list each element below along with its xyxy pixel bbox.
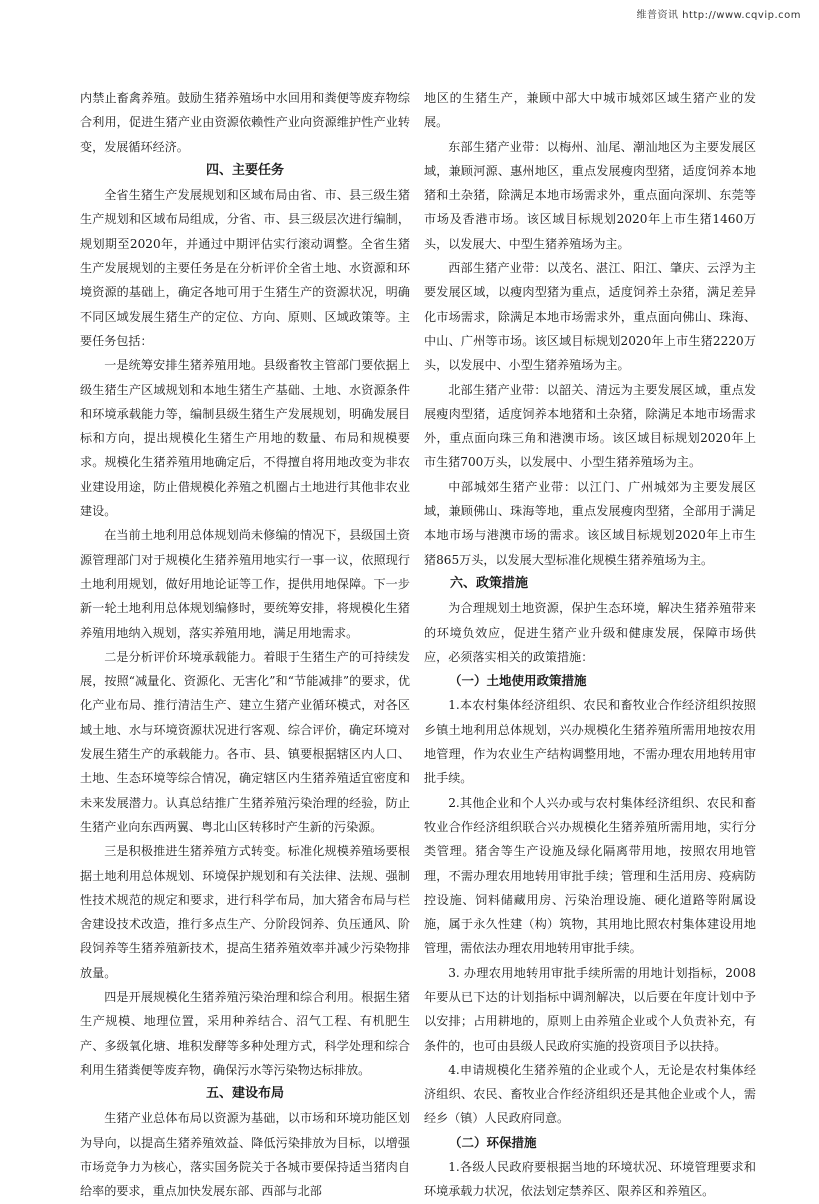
paragraph: 生猪产业总体布局以资源为基础，以市场和环境功能区划为导向，以提高生猪养殖效益、降低污染排放为目标，以增强市场竞争力为核心，落实国务院关于各城市要保持适当猪肉自给率的要求，重点加快发展东部、西部与北部 — [80, 1111, 410, 1199]
right-column — [424, 86, 756, 1204]
paragraph: 1.本农村集体经济组织、农民和畜牧业合作经济组织按照乡镇土地利用总体规划，兴办规模化生猪养殖所需用地按农用地管理，作为农业生产结构调整用地，不需办理农用地转用审批手续。 — [424, 698, 756, 786]
section-heading-tasks: 四、主要任务 — [205, 162, 284, 178]
source-watermark: 维普资讯 http://www.cqvip.com — [636, 10, 801, 21]
paragraph: 四是开展规模化生猪养殖污染治理和综合利用。根据生猪生产规模、地理位置，采用种养结合、沼气工程、有机肥生产、多级氧化塘、堆积发酵等多种处理方式，科学处理和综合利用生猪粪便等废弃物，确保污水等污染物达标排放。 — [80, 989, 410, 1077]
paragraph: 三是积极推进生猪养殖方式转变。标准化规模养殖场要根据土地利用总体规划、环境保护规划和有关法律、法规、强制性技术规范的规定和要求，进行科学布局，加大猪舍布局与栏舍建设技术改造，推行多点生产、分阶段饲养、负压通风、阶段饲养等生猪养殖新技术，提高生猪养殖效率并减少污染物排放量。 — [80, 844, 410, 980]
paragraph: 二是分析评价环境承载能力。着眼于生猪生产的可持续发展，按照“减量化、资源化、无害化”和“节能减排”的要求，优化产业布局、推行清洁生产、建立生猪产业循环模式，对各区域土地、水与环境资源状况进行客观、综合评价，确定环境对发展生猪生产的承载能力。各市、县、镇要根据辖区内人口、土地、生态环境等综合情况，确定辖区内生猪养殖适宜密度和未来发展潜力。认真总结推广生猪养殖污染治理的经验，防止生猪产业向东西两翼、粤北山区转移时产生新的污染源。 — [80, 649, 410, 834]
paragraph: 西部生猪产业带：以茂名、湛江、阳江、肇庆、云浮为主要发展区域，以瘦肉型猪为重点，适度饲养土杂猪，满足差异化市场需求，除满足本地市场需求外，重点面向佛山、珠海、中山、广州等市场。该区域目标规划2020年上市生猪2220万头，以发展中、小型生猪养殖场为主。 — [424, 261, 756, 373]
paragraph: 中部城郊生猪产业带：以江门、广州城郊为主要发展区域，兼顾佛山、珠海等地，重点发展瘦肉型猪，全部用于满足本地市场与港澳市场的需求。该区域目标规划2020年上市生猪865万头，以发展大型标准化规模生猪养殖场为主。 — [424, 479, 756, 567]
section-heading-layout: 五、建设布局 — [205, 1086, 284, 1102]
paragraph: 为合理规划土地资源，保护生态环境，解决生猪养殖带来的环境负效应，促进生猪产业升级和健康发展，保障市场供应，必须落实相关的政策措施： — [424, 601, 756, 664]
subsection-heading-land: （一）土地使用政策措施 — [449, 673, 587, 689]
paragraph: 3. 办理农用地转用审批手续所需的用地计划指标，2008年要从已下达的计划指标中调剂解决，以后要在年度计划中予以安排；占用耕地的，原则上由养殖企业或个人负责补充，有条件的，也可由县级人民政府实施的投资项目予以扶持。 — [424, 965, 756, 1053]
paragraph: 北部生猪产业带：以韶关、清远为主要发展区域，重点发展瘦肉型猪，适度饲养本地猪和土杂猪，除满足本地市场需求外，重点面向珠三角和港澳市场。该区域目标规划2020年上市生猪700万头，以发展中、小型生猪养殖场为主。 — [424, 382, 756, 470]
paragraph: 东部生猪产业带：以梅州、汕尾、潮汕地区为主要发展区域，兼顾河源、惠州地区，重点发展瘦肉型猪，适度饲养本地猪和土杂猪，除满足本地市场需求外，重点面向深圳、东莞等市场及香港市场。该区域目标规划2020年上市生猪1460万头，以发展大、中型生猪养殖场为主。 — [424, 139, 756, 251]
paragraph: 全省生猪生产发展规划和区域布局由省、市、县三级生猪生产规划和区域布局组成，分省、市、县三级层次进行编制，规划期至2020年，并通过中期评估实行滚动调整。全省生猪生产发展规划的主要任务是在分析评价全省土地、水资源和环境资源的基础上，确定各地可用于生猪生产的资源状况，明确不同区域发展生猪生产的定位、方向、原则、区域政策等。主要任务包括： — [80, 188, 410, 348]
paragraph: 内禁止畜禽养殖。鼓励生猪养殖场中水回用和粪便等废弃物综合利用，促进生猪产业由资源依赖性产业向资源维护性产业转变，发展循环经济。 — [80, 91, 410, 154]
section-heading-policy: 六、政策措施 — [450, 575, 529, 591]
left-column — [80, 86, 410, 1204]
paragraph: 2.其他企业和个人兴办或与农村集体经济组织、农民和畜牧业合作经济组织联合兴办规模化生猪养殖所需用地，实行分类管理。猪舍等生产设施及绿化隔离带用地，按照农用地管理，不需办理农用地转用审批手续；管理和生活用房、疫病防控设施、饲料储藏用房、污染治理设施、硬化道路等附属设施，属于永久性建（构）筑物，其用地比照农村集体建设用地管理，需依法办理农用地转用审批手续。 — [424, 795, 756, 956]
paragraph: 1.各级人民政府要根据当地的环境状况、环境管理要求和环境承载力状况，依法划定禁养区、限养区和养殖区。 — [424, 1160, 756, 1199]
paragraph: 地区的生猪生产，兼顾中部大中城市城郊区域生猪产业的发展。 — [424, 91, 756, 130]
subsection-heading-env: （二）环保措施 — [449, 1134, 537, 1150]
paragraph: 在当前土地利用总体规划尚未修编的情况下，县级国土资源管理部门对于规模化生猪养殖用地实行一事一议，依照现行土地利用规划，做好用地论证等工作，提供用地保障。下一步新一轮土地利用总体规划编修时，要统筹安排，将规模化生猪养殖用地纳入规划，落实养殖用地，满足用地需求。 — [80, 528, 410, 640]
paragraph: 4.申请规模化生猪养殖的企业或个人，无论是农村集体经济组织、农民、畜牧业合作经济组织还是其他企业或个人，需经乡（镇）人民政府同意。 — [424, 1062, 756, 1126]
paragraph: 一是统筹安排生猪养殖用地。县级畜牧主管部门要依据上级生猪生产区域规划和本地生猪生产基础、土地、水资源条件和环境承载能力等，编制县级生猪生产发展规划，明确发展目标和方向，提出规模化生猪生产用地的数量、布局和规模要求。规模化生猪养殖用地确定后，不得擅自将用地改变为非农业建设用途，防止借规模化养殖之机圈占土地进行其他非农业建设。 — [80, 358, 410, 519]
